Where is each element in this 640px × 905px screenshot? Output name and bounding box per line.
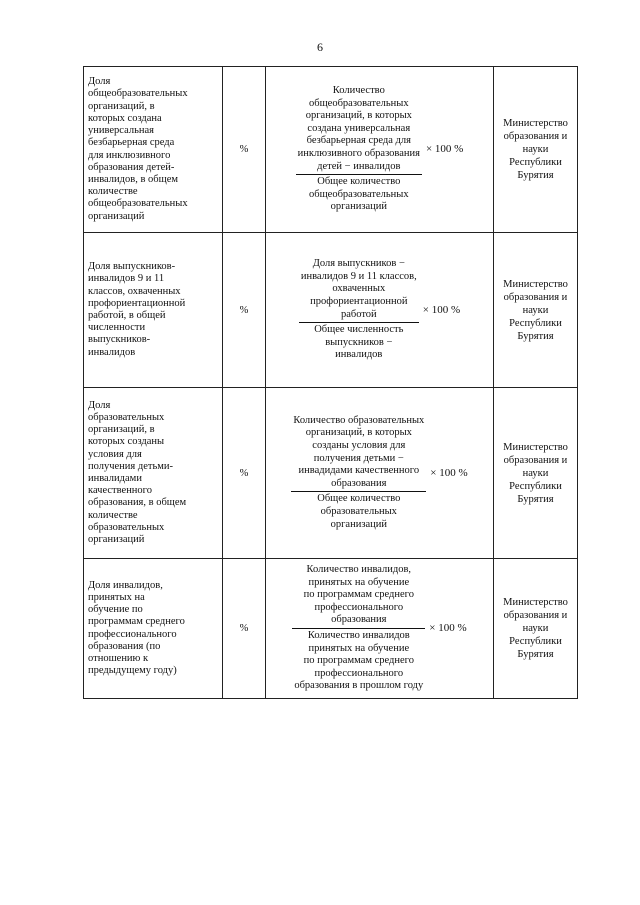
- text-line: инвалидов: [335, 349, 383, 361]
- text-line: инвалидов: [88, 346, 136, 358]
- text-line: науки: [522, 467, 549, 479]
- text-line: инвалидов 9 и 11: [88, 273, 165, 285]
- text-line: организаций, в: [88, 100, 155, 112]
- text-line: общеобразовательных: [88, 88, 188, 100]
- text-line: образовательных: [88, 521, 165, 533]
- numerator: [291, 415, 426, 491]
- responsible-cell: [494, 233, 578, 388]
- table-row: [84, 67, 578, 233]
- text-line: инклюзивного образования: [297, 148, 420, 159]
- text-line: образовательных: [88, 411, 165, 423]
- text-line: Общее численность: [314, 324, 404, 336]
- text-line: выпускников-: [88, 334, 151, 346]
- text-line: Количество инвалидов: [307, 630, 410, 641]
- text-line: безбарьерная среда: [88, 137, 175, 149]
- table-row: [84, 233, 578, 388]
- text-line: образования и: [503, 291, 568, 303]
- fraction: [296, 85, 422, 214]
- text-line: численности: [88, 322, 146, 334]
- responsible-cell: [494, 67, 578, 233]
- text-line: Доля выпускников −: [312, 258, 405, 270]
- formula-cell: [266, 388, 494, 559]
- numerator: [302, 564, 416, 627]
- multiplier: × 100 %: [430, 466, 468, 479]
- text-line: науки: [522, 144, 549, 155]
- text-line: профессионального: [314, 601, 404, 613]
- text-line: организаций, в которых: [305, 110, 412, 122]
- text-line: инвалидов 9 и 11 классов,: [300, 270, 417, 282]
- text-line: по программам среднего: [303, 655, 414, 667]
- text-line: работой: [340, 308, 377, 320]
- text-line: профориентационной: [88, 297, 186, 309]
- text-line: организаций: [330, 518, 387, 530]
- text-line: инвалидами: [88, 473, 142, 484]
- text-line: Министерство: [503, 278, 568, 290]
- unit-cell: %: [223, 559, 266, 699]
- text-line: Доля выпускников-: [88, 261, 176, 273]
- text-line: образования: [331, 614, 387, 626]
- text-line: Количество инвалидов,: [306, 564, 412, 576]
- text-line: Доля инвалидов,: [88, 579, 163, 591]
- denominator: [315, 493, 402, 531]
- table-row: [84, 559, 578, 699]
- text-line: по программам среднего: [303, 589, 414, 601]
- text-line: профессионального: [314, 667, 404, 679]
- text-line: науки: [522, 623, 549, 634]
- text-line: Доля: [88, 76, 111, 88]
- indicator-cell: [84, 233, 223, 388]
- text-line: которых создана: [88, 112, 162, 124]
- text-line: образования в прошлом году: [294, 680, 424, 692]
- text-line: профессионального: [88, 628, 177, 640]
- text-line: получения детьми −: [313, 452, 404, 464]
- text-line: организаций, в которых: [305, 427, 412, 439]
- text-line: инвадидами качественного: [298, 465, 420, 477]
- text-line: общеобразовательных: [309, 188, 409, 200]
- text-line: охваченных: [332, 283, 386, 295]
- unit-cell: %: [223, 233, 266, 388]
- indicator-cell: [84, 559, 223, 699]
- formula: [266, 85, 493, 214]
- text-line: Республики: [509, 480, 562, 492]
- text-line: качественного: [88, 485, 152, 497]
- text-line: Бурятия: [517, 493, 554, 505]
- text-line: Общее количество: [317, 493, 401, 505]
- text-line: принятых на обучение: [308, 576, 410, 588]
- formula-cell: [266, 233, 494, 388]
- fraction-bar: [291, 491, 426, 492]
- numerator: [296, 85, 422, 173]
- text-line: общеобразовательных: [88, 198, 188, 210]
- text-line: Бурятия: [517, 649, 554, 660]
- formula: [266, 258, 493, 362]
- text-line: Общее количество: [317, 176, 401, 188]
- text-line: Доля: [88, 399, 111, 411]
- fraction-bar: [292, 628, 425, 629]
- text-line: организаций, в: [88, 424, 155, 436]
- formula-cell: [266, 67, 494, 233]
- text-line: Количество: [332, 85, 385, 97]
- denominator: [292, 630, 425, 693]
- text-line: Республики: [509, 636, 562, 647]
- fraction-bar: [296, 174, 422, 175]
- text-line: образования и: [503, 454, 568, 466]
- responsible-cell: [494, 388, 578, 559]
- responsible-cell: [494, 559, 578, 699]
- text-line: отношению к: [88, 652, 149, 664]
- text-line: Бурятия: [517, 330, 554, 342]
- text-line: программам среднего: [88, 616, 185, 628]
- text-line: универсальная: [88, 125, 154, 137]
- formula: [266, 564, 493, 693]
- text-line: выпускников −: [325, 336, 393, 348]
- numerator: [299, 258, 419, 321]
- formula: [266, 415, 493, 531]
- text-line: детей − инвалидов: [317, 160, 401, 172]
- denominator: [312, 324, 405, 362]
- text-line: Министерство: [503, 597, 568, 608]
- text-line: классов, охваченных: [88, 285, 181, 297]
- text-line: общеобразовательных: [309, 97, 409, 109]
- text-line: Республики: [509, 317, 562, 329]
- text-line: образования: [331, 477, 387, 489]
- fraction: [291, 415, 426, 531]
- text-line: работой, в общей: [88, 310, 166, 321]
- text-line: которых созданы: [88, 436, 165, 448]
- text-line: для инклюзивного: [88, 149, 171, 161]
- text-line: образования детей-: [88, 161, 175, 173]
- text-line: созданы условия для: [312, 440, 406, 452]
- text-line: количестве: [88, 509, 138, 521]
- fraction: [299, 258, 419, 362]
- indicator-cell: [84, 67, 223, 233]
- text-line: науки: [522, 304, 549, 316]
- text-line: обучение по: [88, 604, 143, 616]
- text-line: принятых на обучение: [308, 642, 410, 654]
- text-line: образовательных: [320, 505, 397, 517]
- fraction: [292, 564, 425, 693]
- multiplier: × 100 %: [422, 303, 461, 316]
- formula-cell: [266, 559, 494, 699]
- text-line: безбарьерная среда для: [306, 135, 411, 147]
- text-line: получения детьми-: [88, 460, 173, 472]
- text-line: Министерство: [503, 441, 568, 453]
- text-line: инвалидов, в общем: [88, 173, 179, 185]
- unit-cell: %: [223, 67, 266, 233]
- indicator-cell: [84, 388, 223, 559]
- text-line: Министерство: [503, 118, 568, 129]
- text-line: образования и: [503, 610, 568, 621]
- denominator: [307, 176, 411, 214]
- text-line: предыдущему году): [88, 665, 177, 677]
- text-line: организаций: [88, 210, 145, 222]
- text-line: профориентационной: [310, 295, 408, 307]
- text-line: количестве: [88, 186, 138, 198]
- text-line: условия для: [88, 448, 142, 460]
- text-line: образования (по: [88, 640, 161, 652]
- text-line: принятых на: [88, 591, 145, 603]
- unit-cell: %: [223, 388, 266, 559]
- multiplier: × 100 %: [425, 143, 464, 156]
- multiplier: × 100 %: [429, 622, 467, 635]
- text-line: Количество образовательных: [293, 414, 425, 426]
- fraction-bar: [299, 322, 419, 323]
- text-line: образования, в общем: [88, 497, 187, 509]
- text-line: организаций: [330, 201, 387, 213]
- text-line: Республики: [509, 157, 562, 168]
- table-row: [84, 388, 578, 559]
- text-line: Бурятия: [517, 170, 554, 181]
- text-line: создана универсальная: [307, 122, 411, 134]
- page-number: 6: [317, 40, 323, 54]
- indicators-table: [83, 66, 578, 699]
- text-line: образования и: [503, 131, 568, 142]
- text-line: организаций: [88, 534, 145, 546]
